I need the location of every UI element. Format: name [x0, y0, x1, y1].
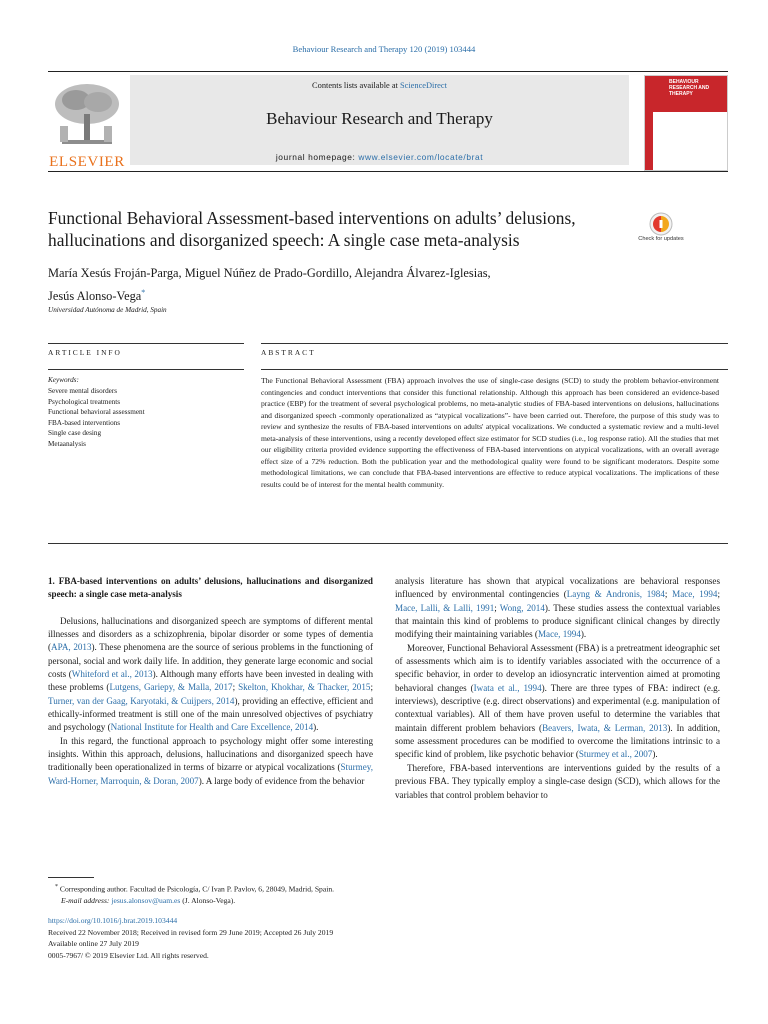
article-title	[48, 207, 628, 251]
citation-link[interactable]: APA, 2013	[51, 642, 92, 653]
article-info-label: ARTICLE INFO	[48, 348, 122, 357]
citation-link[interactable]: National Institute for Health and Care Excellence, 2014	[110, 722, 314, 733]
paragraph	[48, 615, 373, 735]
citation-link[interactable]: Lutgens, Gariepy, & Malla, 2017	[109, 682, 233, 693]
copyright: 0005-7967/ © 2019 Elsevier Ltd. All rights reserved.	[48, 950, 209, 960]
abstract-rule-2	[261, 369, 728, 370]
citation-link[interactable]: Beavers, Iwata, & Lerman, 2013	[542, 722, 668, 733]
abstract-text: The Functional Behavioral Assessment (FBA) approach involves the use of single-case designs (SCD) to study the problem behavior-environment contingencies and conduct interventions that consider this functional relationship. Although this approach has been considered an evidence-based practice (EBP) for the treatment of several psychological problems, no meta-analytic studies of FBA-based interventions on delusions, hallucinations and disorganized speech -commonly operationalized as “atypical vocalizations”- have been carried out. Therefore, the purpose of this study was to review and synthesize the results of FBA-based interventions on adults' atypical vocalizations. We conducted a systematic review and a multi-level meta-analysis of these interventions, using a recently developed effect size estimator for SCD studies (i.e., log response ratio). All the studies that met our eligibility criteria provided evidence supporting the effectiveness of FBA-based interventions on atypical vocalizations, with an overall average effect size of a 72% reduction. Both the publication year and the methodological quality were found to be significant moderators. Despite some methodological limitations, we can conclude that FBA-based interventions are effective to reduce atypical vocalizations. The implications of these results could be of interest for the mental health community.	[261, 376, 719, 489]
keywords-heading: Keywords:	[48, 376, 79, 384]
body-text: ). Although many efforts have been invested in dealing with these problems (	[48, 669, 373, 693]
citation-link[interactable]: Sturmey, Ward-Horner, Marroquin, & Doran, 2007	[48, 762, 373, 786]
body-text: ). There are three types of FBA: indirect (e.g. interviews), descriptive (e.g. direct observations) and experimental (e.g. manipulation of contextual variables). All of them have proven useful to determine the variables that maintain different problem behaviors (	[395, 682, 720, 733]
paragraph	[395, 762, 720, 802]
footnote-rule	[48, 877, 94, 878]
body-text: ;	[232, 682, 239, 693]
contents-prefix: Contents lists available at	[312, 81, 400, 90]
section-heading: 1. FBA-based interventions on adults’ delusions, hallucinations and disorganized speech: a single case meta-analysis	[48, 576, 373, 600]
footnote	[55, 882, 715, 906]
citation-link[interactable]: Whiteford et al., 2013	[71, 669, 153, 680]
article-info-rule-2	[48, 369, 244, 370]
check-for-updates-icon[interactable]	[640, 212, 682, 254]
body-text: ). These phenomena are the source of serious problems in the functioning of personal, social and work daily life. In addition, they generate large economic and social costs (	[48, 642, 374, 680]
homepage-prefix: journal homepage:	[275, 152, 359, 162]
abstract-label: ABSTRACT	[261, 348, 316, 357]
body-text: Delusions, hallucinations and disorganized speech are symptoms of different mental illnesses and disorders as a schizophrenia, bipolar disorder or some types of dementia (	[48, 615, 373, 653]
citation-link[interactable]: Turner, van der Gaag, Karyotaki, & Cuijpers, 2014	[48, 695, 235, 706]
body-text: ). A large body of evidence from the behavior	[198, 775, 365, 786]
abstract-bottom-rule	[48, 543, 728, 544]
received-dates: Received 22 November 2018; Received in revised form 29 June 2019; Accepted 26 July 2019	[48, 927, 334, 937]
keyword-item: Metaanalysis	[48, 439, 86, 448]
body-text: ;	[370, 682, 373, 693]
journal-homepage	[130, 152, 629, 162]
corresponding-author-mark[interactable]: *	[141, 288, 146, 297]
keywords-list	[48, 386, 145, 449]
body-text: ;	[494, 602, 500, 613]
journal-banner	[130, 75, 629, 165]
abstract-rule	[261, 343, 728, 344]
citation-link[interactable]: Skelton, Khokhar, & Thacker, 2015	[238, 682, 371, 693]
journal-title: Behaviour Research and Therapy	[266, 109, 493, 128]
paragraph	[48, 735, 373, 788]
paragraph	[395, 642, 720, 762]
body-text: Moreover, Functional Behavioral Assessment (FBA) is a pretreatment ideographic set of assessments which aim is to identify variables associated with the occurrence of a specific behavior, in order to develop an idiosyncratic intervention aimed at promoting behavioral changes (	[395, 642, 720, 693]
keyword-item: Psychological treatments	[48, 397, 121, 406]
body-text: In this regard, the functional approach to psychology might offer some interesting insights. Within this approach, delusions, hallucinations and disorganized speech have traditionally been operationalized in terms of bizarre or atypical vocalizations (	[48, 735, 373, 773]
authors-line-2	[48, 283, 688, 306]
homepage-link[interactable]: www.elsevier.com/locate/brat	[358, 152, 484, 162]
citation-link[interactable]: Mace, Lalli, & Lalli, 1991	[395, 602, 495, 613]
paragraph	[395, 575, 720, 642]
keyword-item: FBA-based interventions	[48, 418, 121, 427]
title-line-1: Functional Behavioral Assessment-based interventions on adults’ delusions,	[48, 208, 576, 228]
citation-link[interactable]: Iwata et al., 1994	[473, 682, 542, 693]
email-label: E-mail address:	[61, 895, 110, 905]
citation-link[interactable]: Mace, 1994	[672, 589, 718, 600]
authors-line-1: María Xesús Froján-Parga, Miguel Núñez de Prado-Gordillo, Alejandra Álvarez-Iglesias,	[48, 266, 491, 280]
journal-cover-thumbnail[interactable]	[644, 75, 728, 171]
body-text: ).	[580, 629, 587, 640]
check-for-updates-label[interactable]: Check for updates	[638, 236, 684, 242]
author-list	[48, 264, 688, 306]
article-info-rule	[48, 343, 244, 344]
body-text: ;	[664, 589, 673, 600]
body-text: Therefore, FBA-based interventions are interventions guided by the results of a previous FBA. They typically employ a single-case design (SCD), which allows for the variables that control problem behavior to	[395, 762, 720, 800]
title-line-2: hallucinations and disorganized speech: A single case meta-analysis	[48, 230, 520, 250]
body-text: ). In addition, some assessment procedures can be modified to overcome the limitations intrinsic to a specific kind of problem, like psychotic behavior (	[395, 722, 720, 760]
keyword-item: Single case desing	[48, 429, 102, 437]
footnote-mark: *	[55, 884, 58, 890]
cover-title: BEHAVIOUR RESEARCH AND THERAPY	[669, 79, 710, 97]
header-divider	[48, 171, 728, 172]
citation-link[interactable]: Sturmey et al., 2007	[578, 749, 653, 760]
footnote-line-2	[55, 895, 715, 906]
email-link[interactable]: jesus.alonsov@uam.es	[111, 895, 181, 905]
authors-line-2-text: Jesús Alonso-Vega	[48, 289, 142, 304]
footnote-line-1	[55, 882, 715, 895]
elsevier-wordmark: ELSEVIER	[49, 154, 125, 170]
cover-strip	[645, 112, 653, 170]
citation-link[interactable]: Wong, 2014	[499, 602, 545, 613]
contents-line	[130, 81, 629, 90]
elsevier-logo[interactable]	[48, 78, 126, 170]
keyword-item: Severe mental disorders	[48, 387, 118, 395]
affiliation: Universidad Autónoma de Madrid, Spain	[48, 306, 167, 314]
keyword-item: Functional behavioral assessment	[48, 408, 145, 416]
body-text: analysis literature has shown that atypical vocalizations are behavioral responses influenced by environmental contingencies (	[395, 576, 720, 600]
citation-link[interactable]: Layng & Andronis, 1984	[566, 589, 665, 600]
body-left-column	[48, 575, 373, 788]
corresponding-address: Corresponding author. Facultad de Psicología, C/ Ivan P. Pavlov, 6, 28049, Madrid, Spain.	[59, 884, 335, 894]
body-text: ;	[717, 589, 720, 600]
journal-reference-link[interactable]: Behaviour Research and Therapy 120 (2019) 103444	[292, 44, 476, 54]
journal-header	[48, 71, 728, 170]
body-text: ).	[652, 749, 658, 760]
available-online: Available online 27 July 2019	[48, 939, 139, 948]
sciencedirect-link[interactable]: ScienceDirect	[399, 81, 447, 90]
elsevier-tree-icon	[48, 78, 126, 150]
citation-link[interactable]: Mace, 1994	[537, 629, 581, 640]
body-text: ), providing an effective, efficient and ethically-informed treatment is still one of the main unresolved objectives of psychiatry and psychology (	[48, 695, 373, 733]
publication-info	[48, 915, 708, 961]
body-text: ).	[313, 722, 319, 733]
body-text: ). These studies assess the contextual variables that maintain this kind of problems to produce significant clinical changes by directly modifying their maintaining variables (	[395, 602, 720, 640]
body-right-column	[395, 575, 720, 802]
doi-link[interactable]: https://doi.org/10.1016/j.brat.2019.103444	[48, 916, 178, 925]
email-suffix: (J. Alonso-Vega).	[180, 895, 236, 905]
